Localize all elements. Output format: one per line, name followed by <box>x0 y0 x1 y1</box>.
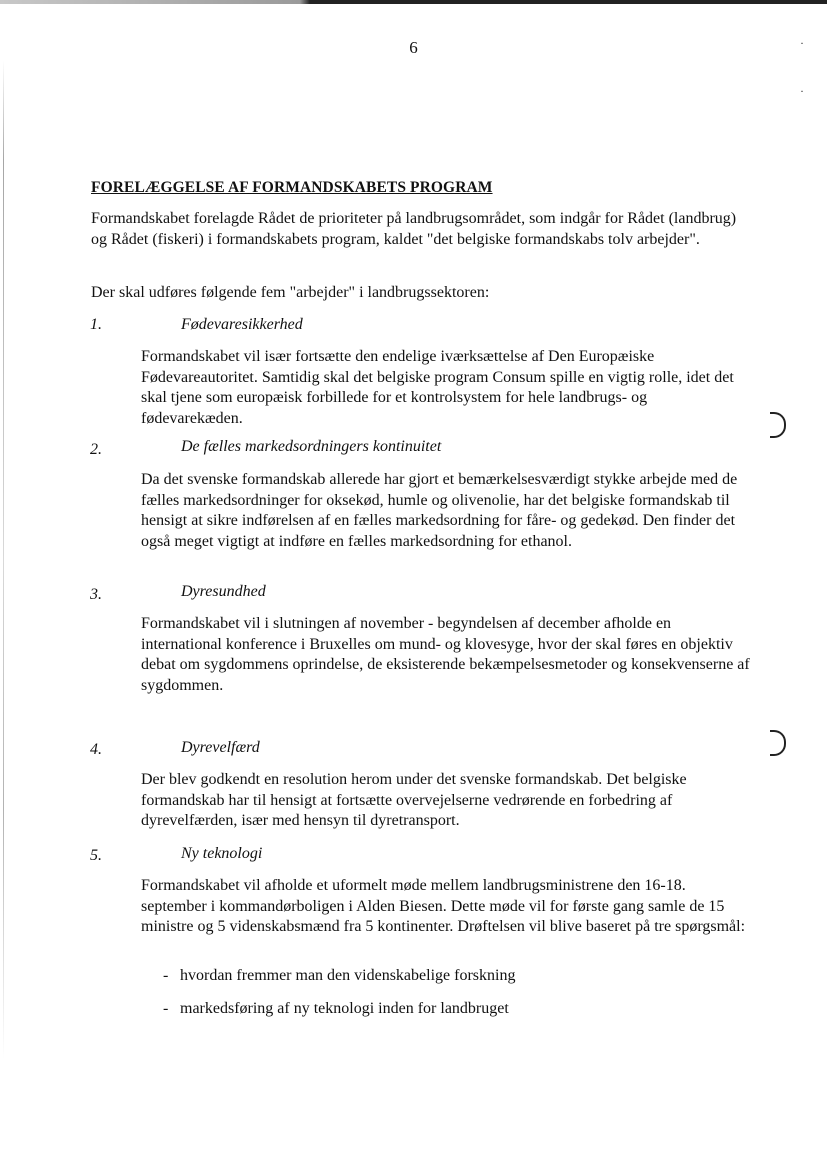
item-body: Da det svenske formandskab allerede har gjort et bemærkelsesværdigt stykke arbejde med de fælles markedsordninger for oksekød, humle og olivenolie, har det belgiske formandskab til hensigt at sikre indførelsen af en fælles markedsordning for fåre- og gedekød. Den finder det også meget vigtigt at indføre en fælles markedsordning for ethanol. <box>141 471 738 550</box>
bullet-dash: - <box>163 1000 169 1017</box>
item-number: 5. <box>90 847 102 864</box>
item-body: Der blev godkendt en resolution herom under det svenske formandskab. Det belgiske formandskab har til hensigt at fortsætte overvejelserne vedrørende en forbedring af dyrevelfærden, især med hensyn til dyretransport. <box>141 771 687 830</box>
intro-paragraph-list-lead: Der skal udføres følgende fem "arbejder" i landbrugssektoren: <box>91 284 490 301</box>
list-item <box>163 967 515 985</box>
item-title: Dyrevelfærd <box>181 739 260 756</box>
item-number: 3. <box>90 586 102 603</box>
scan-top-edge <box>0 0 827 4</box>
item-number: 2. <box>90 441 102 458</box>
binder-hole-mark <box>770 730 786 756</box>
scan-left-edge <box>3 60 4 1060</box>
item-body: Formandskabet vil afholde et uformelt møde mellem landbrugsministrene den 16-18. september i kommandørboligen i Alden Biesen. Dette møde vil for første gang samle de 15 ministre og 5 videnskabsmænd fra 5 kontinenter. Drøftelsen vil blive baseret på tre spørgsmål: <box>141 877 746 936</box>
item-body: Formandskabet vil i slutningen af november - begyndelsen af december afholde en international konference i Bruxelles om mund- og klovesyge, hvor der skal føres en objektiv debat om sygdommens oprindelse, de eksisterende bekæmpelsesmetoder og konsekvenserne af sygdommen. <box>141 615 750 694</box>
item-title: Ny teknologi <box>181 845 263 862</box>
bullet-text: markedsføring af ny teknologi inden for landbruget <box>180 1000 509 1017</box>
list-item <box>163 1000 509 1018</box>
item-title: Dyresundhed <box>181 583 266 600</box>
intro-paragraph: Formandskabet forelagde Rådet de prioriteter på landbrugsområdet, som indgår for Rådet (landbrug) og Rådet (fiskeri) i formandskabets program, kaldet "det belgiske formandskabs tolv arbejder". <box>91 210 737 248</box>
page-number: 6 <box>409 38 418 57</box>
item-number: 4. <box>90 741 102 758</box>
scan-speck: · <box>800 84 804 98</box>
item-body: Formandskabet vil især fortsætte den endelige iværksættelse af Den Europæiske Fødevareautoritet. Samtidig skal det belgiske program Consum spille en vigtig rolle, idet det skal tjene som europæisk forbillede for et kontrolsystem for hele landbrugs- og fødevarekæden. <box>141 348 734 427</box>
scan-speck: · <box>800 36 804 50</box>
section-heading: FORELÆGGELSE AF FORMANDSKABETS PROGRAM <box>91 179 493 196</box>
item-title: De fælles markedsordningers kontinuitet <box>181 438 442 455</box>
item-number: 1. <box>90 316 102 333</box>
binder-hole-mark <box>770 412 786 438</box>
bullet-text: hvordan fremmer man den videnskabelige forskning <box>180 967 516 984</box>
item-title: Fødevaresikkerhed <box>181 316 303 333</box>
bullet-dash: - <box>163 967 169 984</box>
